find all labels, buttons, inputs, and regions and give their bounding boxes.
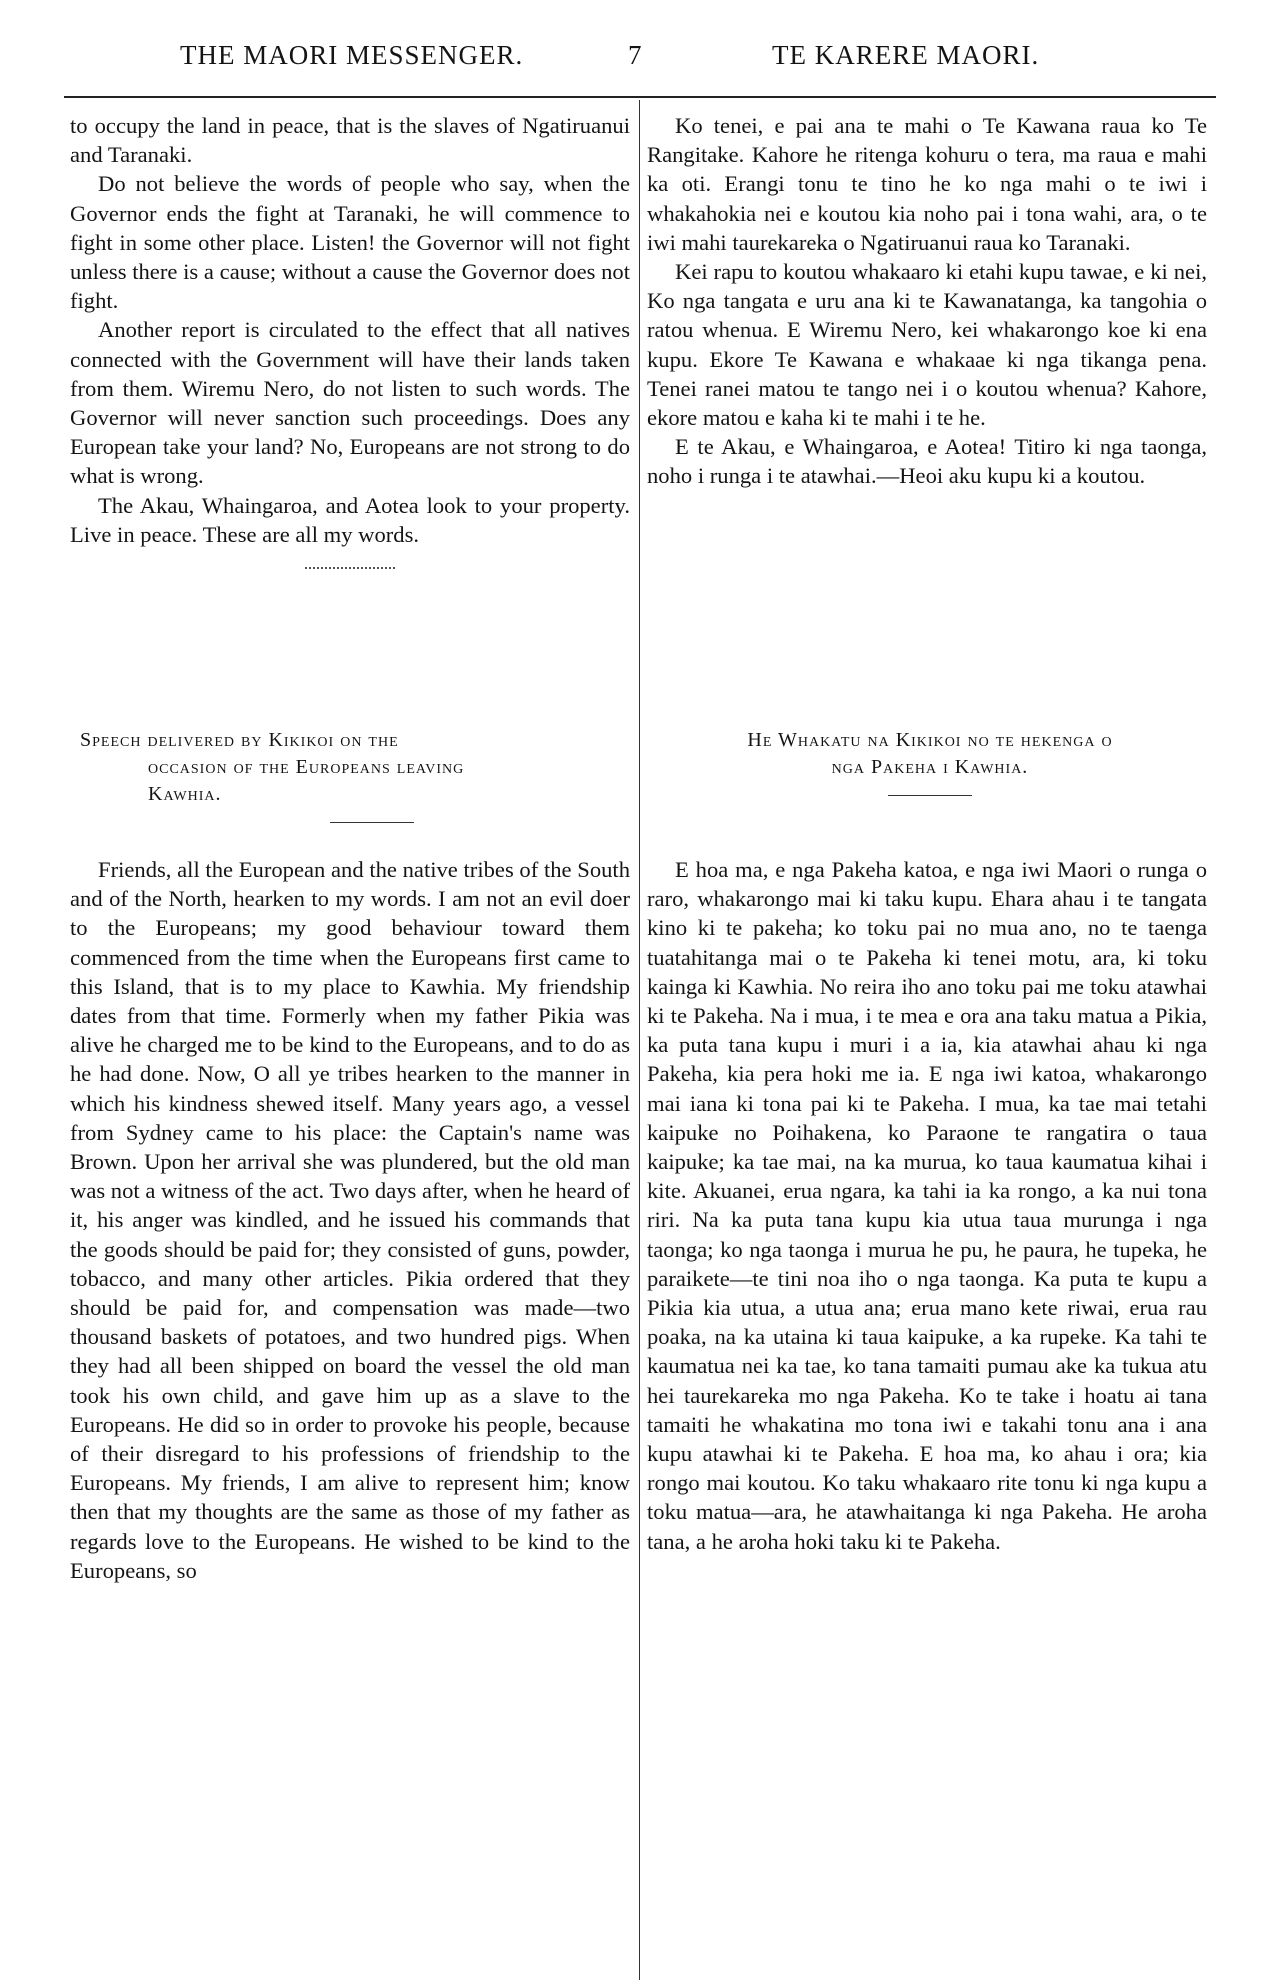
english-speech-text: Friends, all the European and the native tribes of the South and of the North, hearken to my words. I am not an evil doer to the Europeans; my good behaviour toward them commenced from the time when the Europeans first came to this Island, that is to my place to Kawhia. My friendship dates from that time. Formerly when my father Pikia was alive he charged me to be kind to the Europeans, and to do as he had done. Now, O all ye tribes hearken to the manner in which his kindness shewed itself. Many years ago, a vessel from Sydney came to his place: the Captain's name was Brown. Upon her arrival she was plundered, but the old man was not a witness of the act. Two days after, when he heard of it, his anger was kindled, and he issued his commands that the goods should be paid for; they consisted of guns, powder, tobacco, and many other articles. Pikia ordered that they should be paid for, and compensation was made—two thousand baskets of potatoes, and two hundred pigs. When they had all been shipped on board the vessel the old man took his own child, and gave him up as a slave to the Europeans. He did so in order to provoke his people, because of their disregard to his professions of friendship to the Europeans. My friends, I am alive to represent him; know then that my thoughts are the same as those of my father as regards love to the Europeans. He wished to be kind to the Europeans, so xyxy=(70,857,630,1583)
heading-rule xyxy=(888,795,972,796)
maori-heading-line: He Whakatu na Kikikoi no te hekenga o xyxy=(747,729,1113,751)
header-rule xyxy=(64,96,1216,98)
english-heading-line: occasion of the Europeans leaving xyxy=(148,756,465,778)
page-number: 7 xyxy=(628,40,643,70)
maori-paragraph: Kei rapu to koutou whakaaro ki etahi kupu tawae, e ki nei, Ko nga tangata e uru ana ki te Kawanatanga, ka tangohia o ratou whenua. E Wiremu Nero, kei whakarongo koe ki ena kupu. Ekore Te Kawana e whakaae ki nga tikanga pena. Tenei ranei matou te tango nei i o koutou whenua? Kahore, ekore matou e kaha ki te mahi i te he. xyxy=(647,259,1207,431)
maori-speech-column xyxy=(647,855,1207,1556)
english-paragraph: to occupy the land in peace, that is the slaves of Ngatiruanui and Taranaki. xyxy=(70,113,630,168)
maori-column-top xyxy=(647,111,1207,491)
maori-paragraph: E te Akau, e Whaingaroa, e Aotea! Titiro ki nga taonga, noho i runga i te atawhai.—Heoi aku kupu ki a koutou. xyxy=(647,434,1207,489)
english-article-heading xyxy=(80,727,640,823)
column-divider xyxy=(639,100,640,1980)
maori-paragraph: Ko tenei, e pai ana te mahi o Te Kawana raua ko Te Rangitake. Kahore he ritenga kohuru o tera, ma raua e mahi ka oti. Erangi tonu te tino he ko nga mahi o te iwi i whakahokia nei e koutou kia noho pai i tona wahi, ara, o te iwi mahi taurekareka o Ngatiruanui raua ko Taranaki. xyxy=(647,113,1207,255)
maori-article-heading xyxy=(650,727,1210,796)
maori-speech-text: E hoa ma, e nga Pakeha katoa, e nga iwi Maori o runga o raro, whakarongo mai ki taku kupu. Ehara ahau i te tangata kino ki te pakeha; ko toku pai no mua ano, no te taenga tuatahitanga mai o te Pakeha ki tenei motu, ara, ki toku kainga ki Kawhia. No reira iho ano toku pai me toku atawhai ki te Pakeha. Na i mua, i te mea e ora ana taku matua a Pikia, ka puta tana kupu i muri i a ia, kia atawhai ahau ki nga Pakeha, kia pera hoki me ia. E nga iwi katoa, whakarongo mai iana ki tona pai ki te Pakeha. I mua, ka tae mai tetahi kaipuke no Poihakena, ko Paraone te rangatira o taua kaipuke; ka tae mai, na ka murua, ko taua kaumatua kihai i kite. Akuanei, erua ngara, ka tahi ia ka rongo, a ka nui tona riri. Na ka puta tana kupu kia utua taua murunga i nga taonga; ko nga taonga i murua he pu, he paura, he tupeka, he paraikete—te tini noa iho o nga taonga. Ka puta te kupu a Pikia kia utua, a utua ana; erua mano kete riwai, erua rau poaka, na ka utaina ki taua kaipuke, a ka rupeke. Ka tahi te kaumatua nei ka tae, ko tana tamaiti pumau ake ka tukua atu hei taurekareka mo nga Pakeha. Ko te take i hoatu ai tana tamaiti he whakatina mo tona iwi e takahi tonu ana i ana kupu atawhai ki te Pakeha. E hoa ma, ko ahau i ora; kia rongo mai koutou. Ko taku whakaaro rite tonu ki nga kupu a toku matua—ara, he atawhaitanga ki nga Pakeha. He aroha tana, a he aroha hoki taku ki te Pakeha. xyxy=(647,857,1207,1554)
english-paragraph: Do not believe the words of people who say, when the Governor ends the fight at Taranaki, he will commence to fight in some other place. Listen! the Governor will not fight unless there is a cause; without a cause the Governor does not fight. xyxy=(70,171,630,314)
english-column-top xyxy=(70,111,630,569)
maori-heading-line: nga Pakeha i Kawhia. xyxy=(831,756,1029,778)
english-paragraph: Another report is circulated to the effect that all natives connected with the Government will have their lands taken from them. Wiremu Nero, do not listen to such words. The Governor will never sanction such proceedings. Does any European take your land? No, Europeans are not strong to do what is wrong. xyxy=(70,317,630,489)
running-head xyxy=(0,40,1280,80)
header-title-english: THE MAORI MESSENGER. xyxy=(180,40,524,70)
english-heading-line: Kawhia. xyxy=(148,783,222,805)
section-separator xyxy=(305,567,395,569)
english-paragraph: The Akau, Whaingaroa, and Aotea look to your property. Live in peace. These are all my words. xyxy=(70,492,630,547)
english-speech-column xyxy=(70,855,630,1585)
heading-rule xyxy=(330,822,414,823)
header-title-maori: TE KARERE MAORI. xyxy=(772,40,1040,70)
english-heading-line: Speech delivered by Kikikoi on the xyxy=(80,729,399,751)
